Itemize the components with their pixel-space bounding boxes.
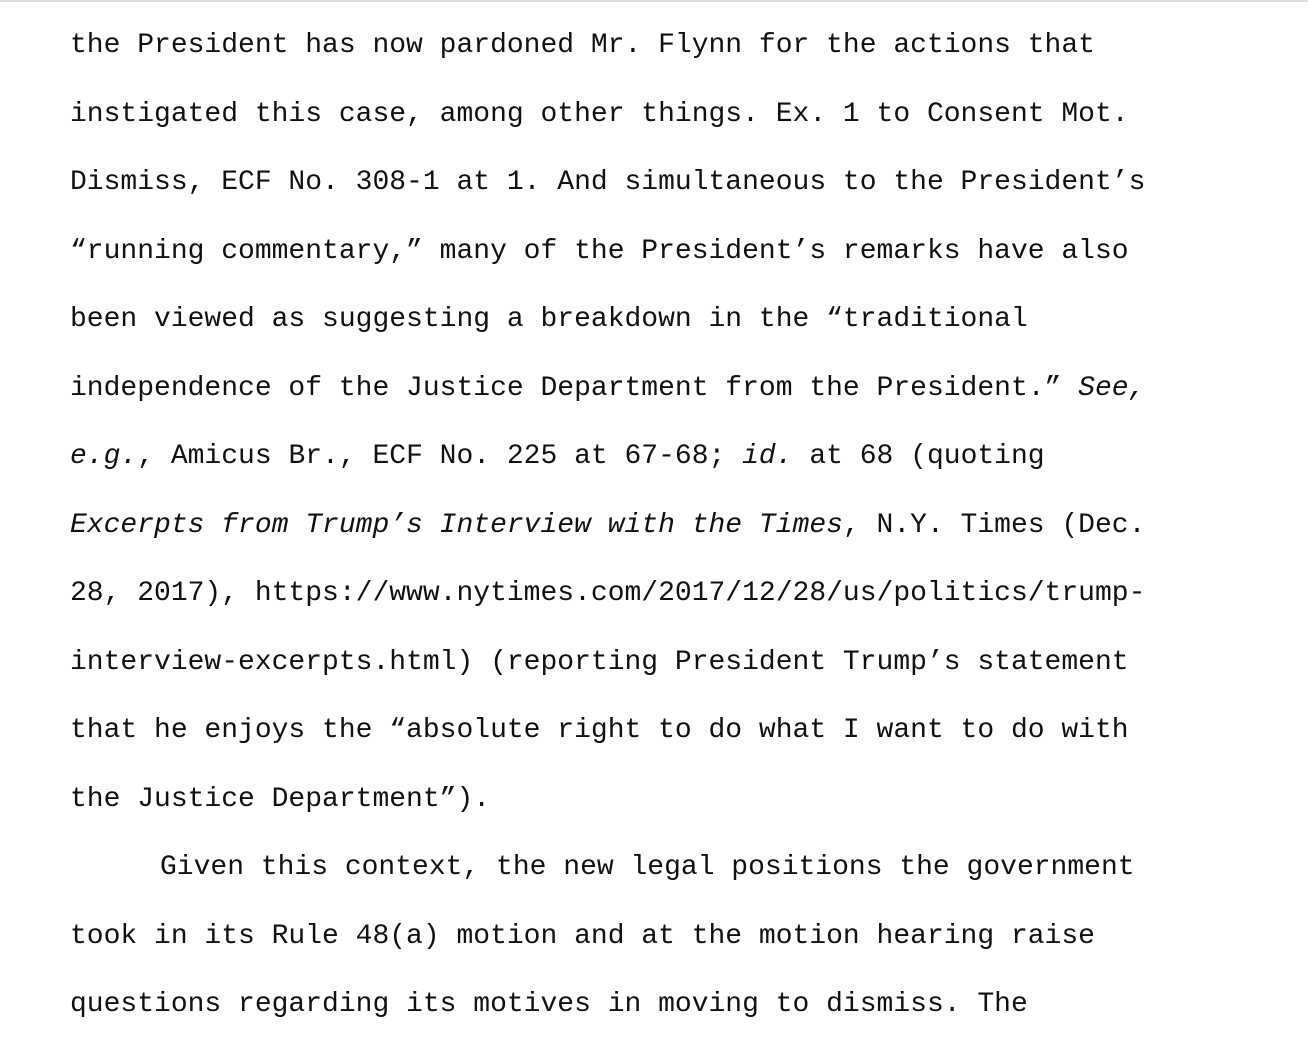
text-segment: independence of the Justice Department from the President.”: [70, 372, 1079, 404]
text-segment: Given this context, the new legal positions the government: [160, 852, 1135, 883]
text-segment: interview-excerpts.html) (reporting President Trump’s statement: [70, 646, 1129, 678]
text-segment: the President has now pardoned Mr. Flynn for the actions that: [70, 30, 1095, 61]
text-segment: instigated this case, among other things. Ex. 1 to Consent Mot.: [70, 98, 1129, 130]
italic-text-segment: See,: [1078, 372, 1146, 404]
text-segment: Dismiss, ECF No. 308-1 at 1. And simultaneous to the President’s: [70, 167, 1146, 198]
text-line: [70, 95, 1129, 135]
text-segment: “running commentary,” many of the President’s remarks have also: [70, 235, 1129, 267]
text-line: [70, 163, 1145, 203]
text-segment: been viewed as suggesting a breakdown in the “traditional: [70, 304, 1028, 335]
text-segment: 28, 2017), https://www.nytimes.com/2017/12/28/us/politics/trump-: [70, 578, 1146, 609]
text-line: [70, 26, 1095, 66]
text-segment: the Justice Department”).: [70, 783, 491, 815]
text-segment: that he enjoys the “absolute right to do what I want to do with: [70, 715, 1129, 746]
text-line: [70, 300, 1028, 340]
text-line: [70, 780, 490, 820]
text-line: [70, 506, 1145, 546]
text-segment: took in its Rule 48(a) motion and at the motion hearing raise: [70, 920, 1095, 952]
text-segment: , Amicus Br., ECF No. 225 at 67-68;: [137, 441, 743, 472]
text-line: [70, 643, 1129, 683]
text-line: [70, 232, 1129, 272]
text-line: [70, 574, 1145, 614]
text-segment: questions regarding its motives in moving to dismiss. The: [70, 989, 1028, 1020]
text-segment: , N.Y. Times (Dec.: [842, 509, 1146, 541]
text-line: [70, 369, 1145, 409]
italic-text-segment: id.: [742, 441, 793, 472]
text-line: [70, 917, 1095, 957]
text-line: [70, 711, 1129, 751]
italic-text-segment: Excerpts from Trump’s Interview with the Times: [70, 509, 843, 541]
text-segment: at 68 (quoting: [792, 441, 1045, 472]
text-line: [70, 437, 1045, 477]
text-line: [70, 985, 1028, 1025]
text-line: [160, 848, 1135, 888]
italic-text-segment: e.g.: [70, 441, 138, 472]
